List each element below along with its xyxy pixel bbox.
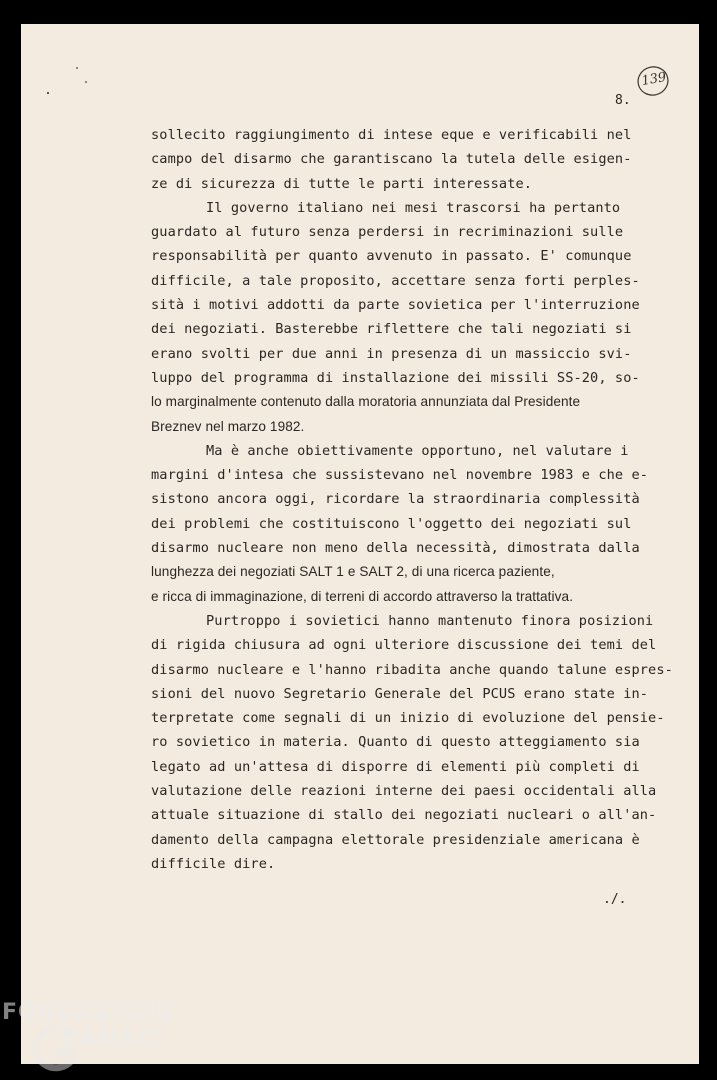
text-line: erano svolti per due anni in presenza di un massiccio svi- [151, 345, 632, 362]
text-line: di rigida chiusura ad ogni ulteriore discussione dei temi del [151, 637, 657, 654]
continuation-mark: ./. [603, 892, 627, 907]
text-line: Breznev nel marzo 1982. [151, 418, 305, 434]
text-line: lunghezza dei negoziati SALT 1 e SALT 2, di una ricerca paziente, [151, 564, 555, 580]
text-line: lo marginalmente contenuto dalla moratoria annunziata dal Presidente [151, 394, 581, 410]
text-line: margini d'intesa che sussistevano nel novembre 1983 e che e- [151, 467, 649, 484]
text-line: difficile, a tale proposito, accettare senza forti perples- [151, 272, 640, 289]
folio-annotation: 139 [640, 69, 668, 90]
text-line: disarmo nucleare non meno della necessità, dimostrata dalla [151, 540, 640, 557]
text-line: sità i motivi addotti da parte sovietica per l'interruzione [151, 297, 640, 314]
punch-marks [41, 44, 101, 104]
page-number: 8. [615, 93, 631, 108]
text-line: Ma è anche obiettivamente opportuno, nel valutare i [206, 442, 629, 459]
text-line: campo del disarmo che garantiscano la tutela delle esigen- [151, 151, 632, 168]
text-line: valutazione delle reazioni interne dei paesi occidentali alla [151, 783, 657, 800]
body-text [151, 123, 681, 876]
text-line: dei problemi che costituiscono l'oggetto dei negoziati sul [151, 515, 632, 532]
watermark-text: RAMSCI [62, 1027, 165, 1052]
text-line: sioni del nuovo Segretario Generale del PCUS erano state in- [151, 685, 649, 702]
text-line: terpretate come segnali di un inizio di evoluzione del pensie- [151, 710, 665, 727]
text-line: guardato al futuro senza perdersi in recriminazioni sulle [151, 224, 624, 241]
text-line: Purtroppo i sovietici hanno mantenuto finora posizioni [206, 612, 654, 629]
text-line: damento della campagna elettorale presidenziale americana è [151, 831, 640, 848]
text-line: sistono ancora oggi, ricordare la straordinaria complessità [151, 491, 640, 508]
text-line: e ricca di immaginazione, di terreni di accordo attraverso la trattativa. [151, 588, 574, 604]
text-line: attuale situazione di stallo dei negoziati nucleari o all'an- [151, 807, 657, 824]
text-line: Il governo italiano nei mesi trascorsi ha pertanto [206, 199, 621, 216]
text-line: ro sovietico in materia. Quanto di questo atteggiamento sia [151, 734, 640, 751]
text-line: responsabilità per quanto avvenuto in passato. E' comunque [151, 248, 632, 265]
text-line: dei negoziati. Basterebbe riflettere che tali negoziati si [151, 321, 632, 338]
watermark-text: FONDAZIONE [2, 1000, 176, 1025]
text-line: sollecito raggiungimento di intese eque e verificabili nel [151, 127, 632, 143]
text-line: disarmo nucleare e l'hanno ribadita anche quando talune espres- [151, 661, 673, 678]
text-line: difficile dire. [151, 855, 276, 872]
text-line: legato ad un'attesa di disporre di elementi più completi di [151, 758, 640, 775]
document-page [21, 24, 699, 1064]
text-line: ze di sicurezza di tutte le parti interessate. [151, 175, 533, 192]
text-line: luppo del programma di installazione dei missili SS-20, so- [151, 369, 640, 386]
